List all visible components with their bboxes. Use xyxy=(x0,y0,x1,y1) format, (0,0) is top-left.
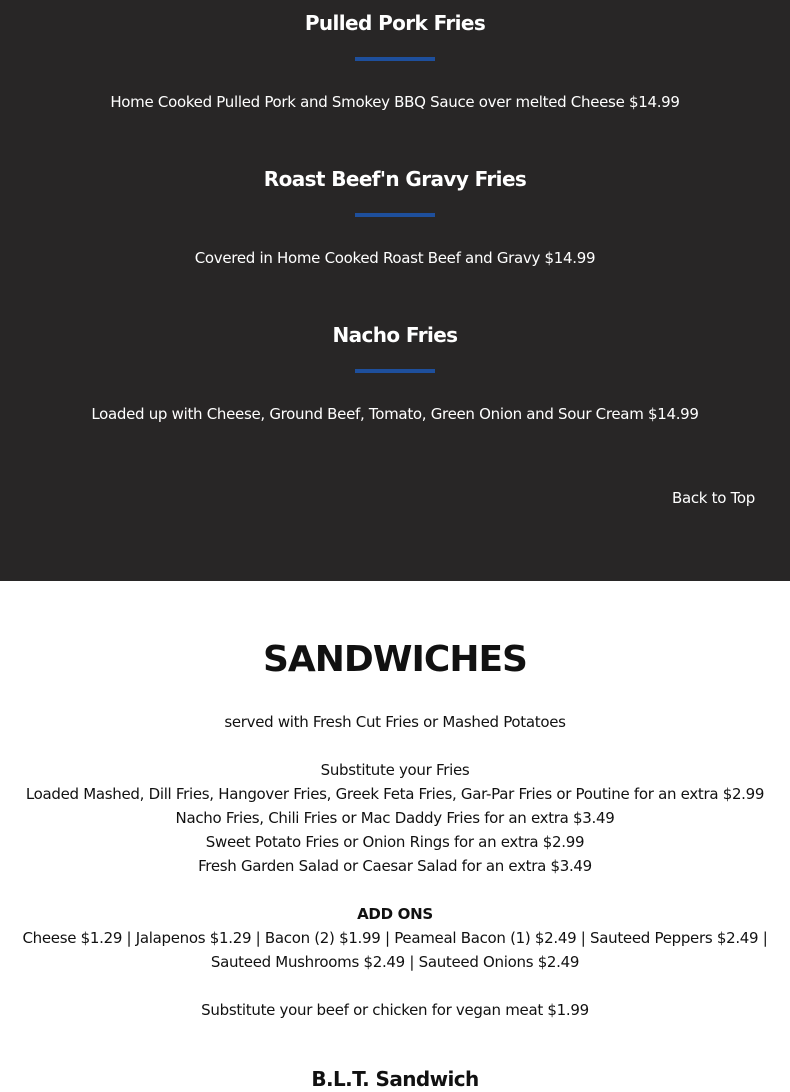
sandwiches-section xyxy=(0,581,790,1092)
substitute-option: Loaded Mashed, Dill Fries, Hangover Fries, Greek Feta Fries, Gar-Par Fries or Poutine for an extra $2.99 xyxy=(25,785,765,803)
add-ons-heading: ADD ONS xyxy=(357,905,433,923)
add-ons-list: Cheese $1.29 | Jalapenos $1.29 | Bacon (2) $1.99 | Peameal Bacon (1) $2.49 | Sauteed Peppers $2.49 | xyxy=(22,929,768,947)
substitute-heading: Substitute your Fries xyxy=(320,761,470,779)
menu-item-description: Loaded up with Cheese, Ground Beef, Tomato, Green Onion and Sour Cream $14.99 xyxy=(91,405,699,423)
title-divider xyxy=(355,369,435,373)
title-divider xyxy=(355,57,435,61)
title-divider xyxy=(355,213,435,217)
menu-item-description: Covered in Home Cooked Roast Beef and Gravy $14.99 xyxy=(194,249,596,267)
menu-item-description: Home Cooked Pulled Pork and Smokey BBQ Sauce over melted Cheese $14.99 xyxy=(110,93,680,111)
served-with-note: served with Fresh Cut Fries or Mashed Potatoes xyxy=(224,713,566,731)
section-heading: SANDWICHES xyxy=(263,639,527,680)
menu-item-title: B.L.T. Sandwich xyxy=(311,1067,479,1091)
back-to-top-link[interactable]: Back to Top xyxy=(671,489,755,507)
vegan-substitute-note: Substitute your beef or chicken for vegan meat $1.99 xyxy=(201,1001,589,1019)
menu-item-title: Pulled Pork Fries xyxy=(304,11,486,35)
menu-item-title: Roast Beef'n Gravy Fries xyxy=(263,167,527,191)
substitute-option: Nacho Fries, Chili Fries or Mac Daddy Fries for an extra $3.49 xyxy=(175,809,615,827)
add-ons-list: Sauteed Mushrooms $2.49 | Sauteed Onions $2.49 xyxy=(210,953,580,971)
menu-item-title: Nacho Fries xyxy=(332,323,458,347)
substitute-option: Fresh Garden Salad or Caesar Salad for an extra $3.49 xyxy=(198,857,592,875)
substitute-option: Sweet Potato Fries or Onion Rings for an extra $2.99 xyxy=(205,833,585,851)
